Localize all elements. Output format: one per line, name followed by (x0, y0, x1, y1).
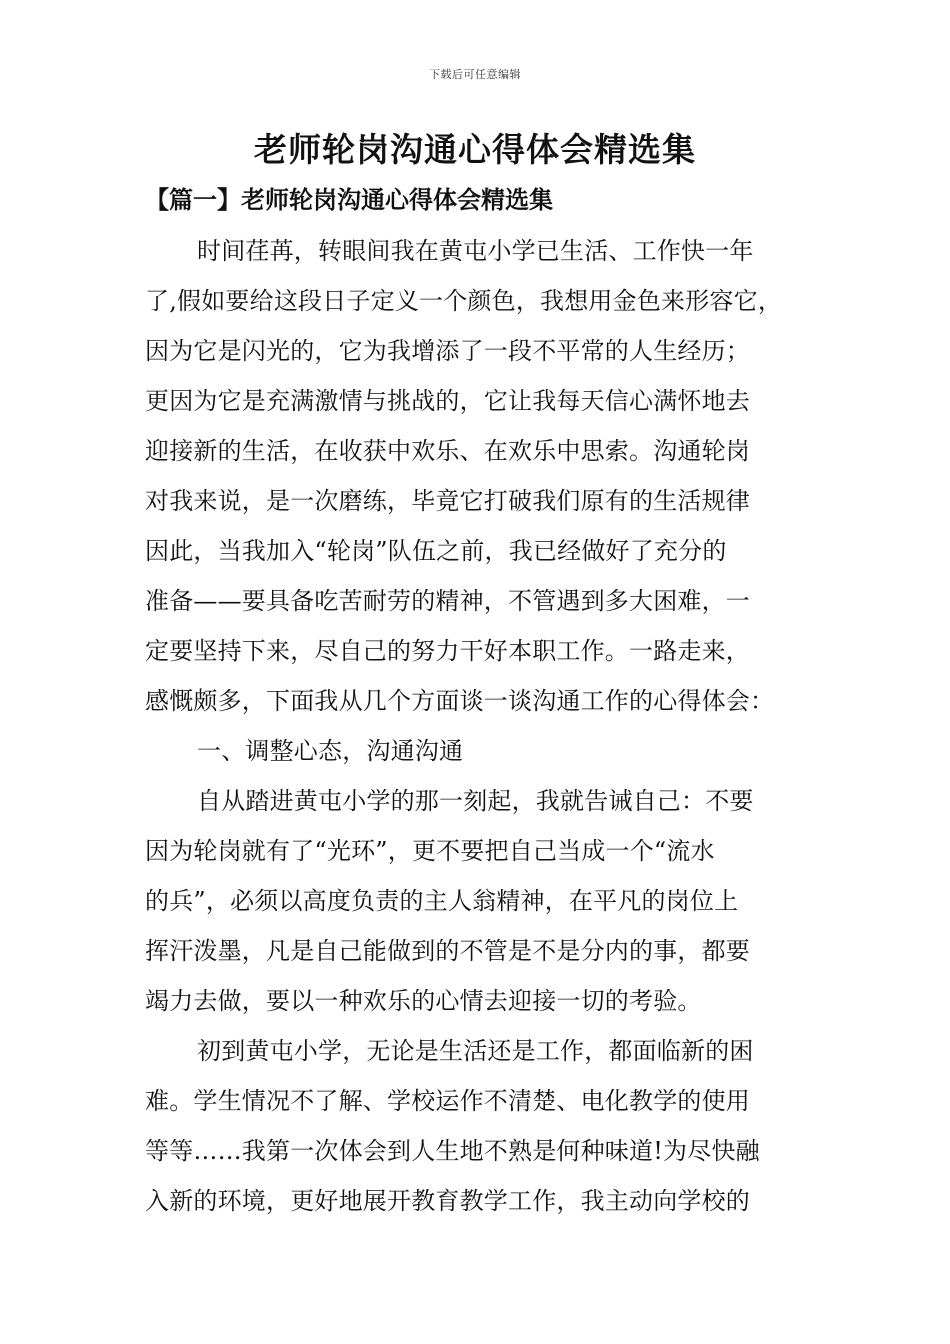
paragraph-line: 自从踏进黄屯小学的那一刻起，我就告诫自己：不要 (197, 787, 754, 815)
paragraph-line: 对我来说，是一次磨练，毕竟它打破我们原有的生活规律 (145, 487, 750, 515)
paragraph-line: 入新的环境，更好地展开教育教学工作，我主动向学校的 (145, 1187, 750, 1215)
paragraph-line: 因为它是闪光的，它为我增添了一段不平常的人生经历； (145, 337, 750, 365)
header-note: 下载后可任意编辑 (429, 68, 521, 81)
paragraph-line: 准备——要具备吃苦耐劳的精神，不管遇到多大困难，一 (145, 587, 750, 615)
paragraph-line: 更因为它是充满激情与挑战的，它让我每天信心满怀地去 (145, 387, 750, 415)
paragraph-line: 感慨颇多，下面我从几个方面谈一谈沟通工作的心得体会： (145, 687, 775, 715)
subsection-heading: 一、调整心态，沟通沟通 (197, 737, 464, 765)
paragraph-line: 等等……我第一次体会到人生地不熟是何种味道!为尽快融 (145, 1137, 760, 1165)
paragraph-line: 了,假如要给这段日子定义一个颜色，我想用金色来形容它， (145, 287, 783, 315)
paragraph-line: 因为轮岗就有了“光环”，更不要把自己当成一个“流水 (145, 837, 715, 865)
paragraph-line: 的兵”，必须以高度负责的主人翁精神，在平凡的岗位上 (145, 887, 739, 915)
paragraph-line: 时间荏苒，转眼间我在黄屯小学已生活、工作快一年 (197, 237, 754, 265)
page-title: 老师轮岗沟通心得体会精选集 (254, 130, 696, 169)
section-heading: 【篇一】老师轮岗沟通心得体会精选集 (145, 185, 553, 214)
paragraph-line: 难。学生情况不了解、学校运作不清楚、电化教学的使用 (145, 1087, 750, 1115)
paragraph-line: 因此，当我加入“轮岗”队伍之前，我已经做好了充分的 (145, 537, 727, 565)
paragraph-line: 迎接新的生活，在收获中欢乐、在欢乐中思索。沟通轮岗 (145, 437, 750, 465)
paragraph-line: 初到黄屯小学，无论是生活还是工作，都面临新的困 (197, 1037, 754, 1065)
paragraph-line: 竭力去做，要以一种欢乐的心情去迎接一切的考验。 (145, 987, 702, 1015)
paragraph-line: 挥汗泼墨，凡是自己能做到的不管是不是分内的事，都要 (145, 937, 750, 965)
body-text (145, 226, 810, 1226)
paragraph-line: 定要坚持下来，尽自己的努力干好本职工作。一路走来， (145, 637, 750, 665)
